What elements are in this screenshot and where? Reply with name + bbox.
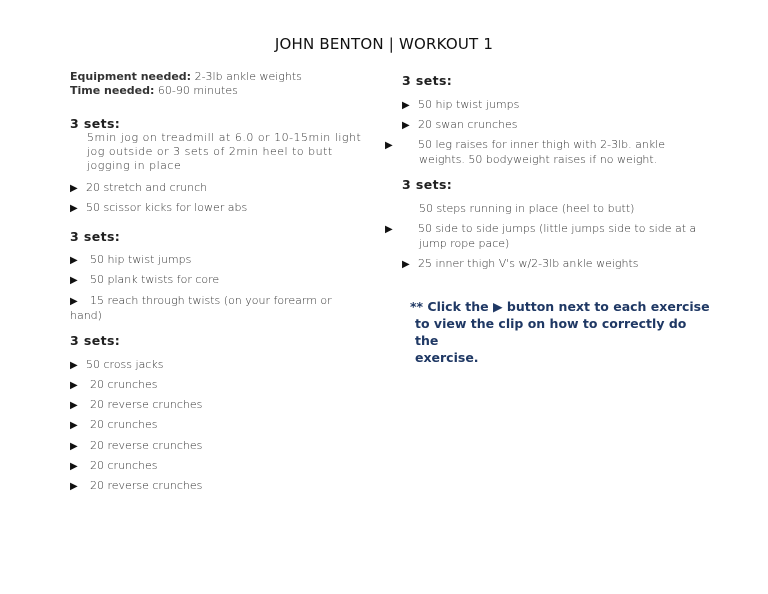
play-arrow-icon[interactable]: ▶ (70, 255, 78, 266)
exercise-label: 20 reverse crunches (90, 398, 203, 411)
equipment-value: 2-3lb ankle weights (191, 70, 302, 83)
play-arrow-icon[interactable]: ▶ (70, 380, 78, 391)
exercise-label: 50 hip twist jumps (418, 98, 520, 111)
exercise-item[interactable] (70, 479, 370, 494)
exercise-item[interactable] (70, 378, 370, 393)
exercise-item[interactable] (70, 273, 370, 288)
exercise-item[interactable] (70, 253, 370, 268)
exercise-label: 50 plank twists for core (90, 273, 220, 286)
exercise-item[interactable] (70, 398, 370, 413)
note-line-1: ** Click the ▶ button next to each exercise (410, 299, 710, 314)
exercise-label: 20 crunches (90, 418, 158, 431)
sets-heading: 3 sets: (70, 229, 121, 244)
exercise-item[interactable] (402, 98, 702, 113)
sets-heading: 3 sets: (402, 177, 453, 192)
exercise-item[interactable] (70, 294, 342, 323)
exercise-item[interactable] (402, 118, 702, 133)
exercise-item[interactable] (385, 138, 689, 167)
exercise-label: 50 hip twist jumps (90, 253, 192, 266)
play-arrow-icon[interactable]: ▶ (70, 296, 78, 307)
exercise-label: 25 inner thigh V's w/2-3lb ankle weights (418, 257, 639, 270)
play-arrow-icon[interactable]: ▶ (70, 420, 78, 431)
page-title: JOHN BENTON | WORKOUT 1 (274, 35, 494, 53)
play-arrow-icon[interactable]: ▶ (70, 183, 78, 194)
play-arrow-icon[interactable]: ▶ (402, 100, 410, 111)
time-value: 60-90 minutes (154, 84, 238, 97)
play-arrow-icon[interactable]: ▶ (402, 120, 410, 131)
equipment-line (70, 70, 370, 98)
play-arrow-icon[interactable]: ▶ (70, 441, 78, 452)
exercise-item[interactable] (70, 201, 370, 216)
exercise-label: 20 stretch and crunch (86, 181, 208, 194)
play-arrow-icon[interactable]: ▶ (70, 400, 78, 411)
play-arrow-icon[interactable]: ▶ (70, 461, 78, 472)
play-arrow-icon[interactable]: ▶ (70, 360, 78, 371)
equipment-label: Equipment needed: (70, 70, 192, 83)
exercise-label: 50 leg raises for inner thigh with 2-3lb. ankle weights. 50 bodyweight raises if no weight. (418, 138, 666, 166)
sets-heading: 3 sets: (70, 116, 121, 131)
note-line-2: to view the clip on how to correctly do the (415, 316, 687, 348)
exercise-item[interactable] (70, 459, 370, 474)
play-arrow-icon[interactable]: ▶ (402, 259, 410, 270)
warmup-text: 50 steps running in place (heel to butt) (419, 202, 635, 215)
exercise-item[interactable] (70, 418, 370, 433)
exercise-item[interactable] (70, 181, 370, 196)
exercise-label: 20 crunches (90, 378, 158, 391)
exercise-item[interactable] (402, 257, 702, 272)
warmup-text: 5min jog on treadmill at 6.0 or 10-15min light jog outside or 3 sets of 2min heel to butt jogging in place (87, 131, 362, 172)
play-arrow-icon[interactable]: ▶ (70, 203, 78, 214)
play-arrow-icon[interactable]: ▶ (385, 224, 393, 235)
play-arrow-icon[interactable]: ▶ (70, 481, 78, 492)
exercise-label: 50 cross jacks (86, 358, 164, 371)
exercise-label: 20 crunches (90, 459, 158, 472)
exercise-item[interactable] (385, 222, 709, 251)
exercise-label: 20 swan crunches (418, 118, 518, 131)
instruction-note (410, 298, 710, 366)
exercise-item[interactable] (70, 439, 370, 454)
play-arrow-icon[interactable]: ▶ (70, 275, 78, 286)
note-line-3: exercise. (415, 350, 479, 365)
exercise-label: 50 scissor kicks for lower abs (86, 201, 248, 214)
sets-heading: 3 sets: (70, 333, 121, 348)
sets-heading: 3 sets: (402, 73, 453, 88)
exercise-label: 15 reach through twists (on your forearm or hand) (70, 294, 332, 322)
exercise-label: 20 reverse crunches (90, 479, 203, 492)
exercise-label: 20 reverse crunches (90, 439, 203, 452)
exercise-label: 50 side to side jumps (little jumps side to side at a jump rope pace) (418, 222, 697, 250)
play-arrow-icon[interactable]: ▶ (385, 140, 393, 151)
time-label: Time needed: (70, 84, 155, 97)
exercise-item[interactable] (70, 358, 370, 373)
